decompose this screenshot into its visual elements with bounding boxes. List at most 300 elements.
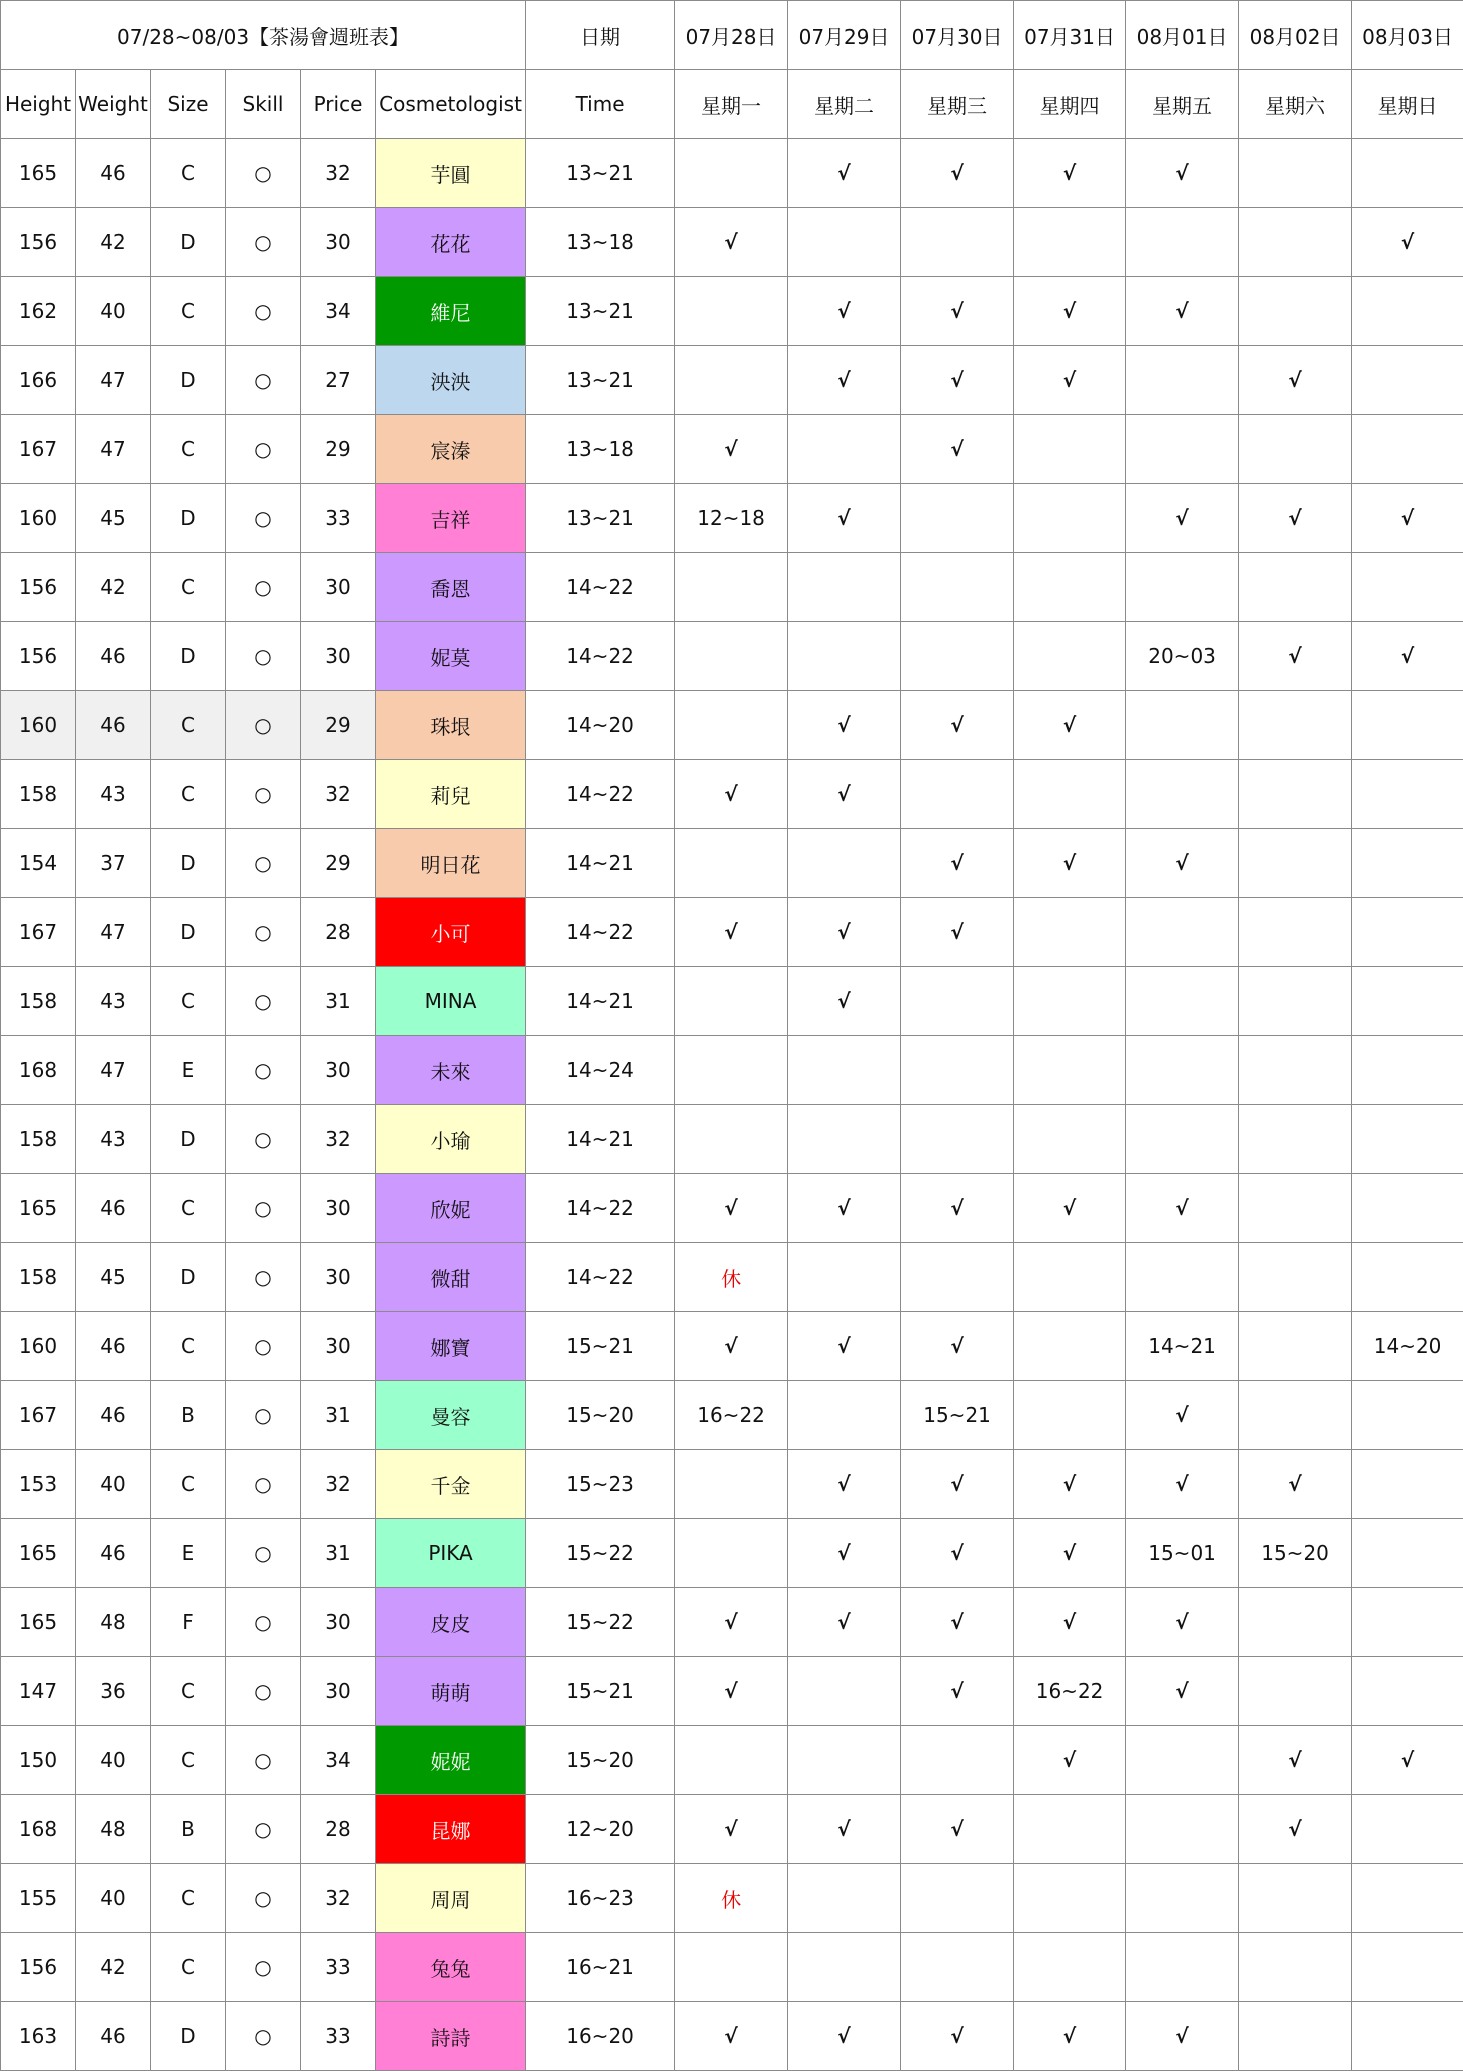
table-row	[1, 898, 1463, 967]
table-row	[1, 139, 1463, 208]
day-cell: √	[901, 829, 1014, 898]
shift-time-cell: 15~22	[526, 1519, 675, 1588]
day-cell: √	[901, 346, 1014, 415]
day-cell: √	[901, 139, 1014, 208]
cosmetologist-name: 曼容	[376, 1381, 526, 1450]
shift-time-cell: 14~22	[526, 1174, 675, 1243]
skill-cell: ○	[226, 346, 301, 415]
day-cell	[1014, 1243, 1126, 1312]
day-cell	[1352, 1036, 1463, 1105]
skill-cell: ○	[226, 898, 301, 967]
height-cell: 156	[1, 622, 76, 691]
shift-time-cell: 14~22	[526, 898, 675, 967]
price-cell: 31	[301, 967, 376, 1036]
shift-time-cell: 14~22	[526, 1243, 675, 1312]
weight-cell: 48	[76, 1588, 151, 1657]
day-cell	[675, 691, 788, 760]
day-cell: √	[1239, 1795, 1352, 1864]
height-header: Height	[1, 70, 76, 139]
shift-time-cell: 13~18	[526, 208, 675, 277]
shift-time-cell: 14~21	[526, 829, 675, 898]
day-cell: √	[675, 1312, 788, 1381]
day-cell	[788, 1726, 901, 1795]
date-header: 08月01日	[1126, 1, 1239, 70]
shift-time-cell: 15~23	[526, 1450, 675, 1519]
size-cell: D	[151, 898, 226, 967]
day-cell: √	[675, 415, 788, 484]
price-cell: 30	[301, 1588, 376, 1657]
size-cell: C	[151, 1726, 226, 1795]
table-row	[1, 2002, 1463, 2071]
weight-cell: 46	[76, 691, 151, 760]
day-cell	[1239, 1588, 1352, 1657]
day-cell: 16~22	[675, 1381, 788, 1450]
day-cell: 20~03	[1126, 622, 1239, 691]
cosmetologist-name: 吉祥	[376, 484, 526, 553]
table-row	[1, 1726, 1463, 1795]
size-cell: D	[151, 829, 226, 898]
weight-cell: 40	[76, 277, 151, 346]
skill-cell: ○	[226, 1381, 301, 1450]
day-cell	[1126, 1795, 1239, 1864]
weight-cell: 47	[76, 346, 151, 415]
day-cell	[1239, 1243, 1352, 1312]
table-row	[1, 553, 1463, 622]
price-cell: 30	[301, 1243, 376, 1312]
price-cell: 29	[301, 829, 376, 898]
day-cell: 15~20	[1239, 1519, 1352, 1588]
size-cell: D	[151, 1243, 226, 1312]
skill-cell: ○	[226, 1726, 301, 1795]
table-row	[1, 967, 1463, 1036]
price-cell: 34	[301, 1726, 376, 1795]
height-cell: 168	[1, 1036, 76, 1105]
size-cell: D	[151, 484, 226, 553]
day-cell	[788, 1657, 901, 1726]
day-cell	[1239, 1864, 1352, 1933]
day-cell: √	[788, 967, 901, 1036]
cosmetologist-name: 微甜	[376, 1243, 526, 1312]
price-cell: 32	[301, 1864, 376, 1933]
price-cell: 31	[301, 1381, 376, 1450]
day-cell	[1352, 1450, 1463, 1519]
price-cell: 32	[301, 1105, 376, 1174]
day-cell	[788, 1036, 901, 1105]
skill-cell: ○	[226, 2002, 301, 2071]
table-row	[1, 1588, 1463, 1657]
day-cell	[1239, 1312, 1352, 1381]
weight-cell: 46	[76, 622, 151, 691]
day-cell	[1352, 1105, 1463, 1174]
day-cell: √	[1126, 277, 1239, 346]
table-row	[1, 622, 1463, 691]
day-cell	[1239, 208, 1352, 277]
day-cell	[1239, 1036, 1352, 1105]
day-cell	[1239, 898, 1352, 967]
height-cell: 154	[1, 829, 76, 898]
day-cell: √	[1126, 1381, 1239, 1450]
cosmetologist-name: 珠垠	[376, 691, 526, 760]
day-cell: 休	[675, 1864, 788, 1933]
skill-cell: ○	[226, 1933, 301, 2002]
day-cell	[1014, 484, 1126, 553]
day-cell: √	[1014, 691, 1126, 760]
day-cell: √	[1014, 829, 1126, 898]
day-cell	[675, 277, 788, 346]
cosmetologist-name: 昆娜	[376, 1795, 526, 1864]
skill-cell: ○	[226, 1864, 301, 1933]
day-cell: √	[1126, 484, 1239, 553]
day-cell	[788, 553, 901, 622]
skill-cell: ○	[226, 1036, 301, 1105]
cosmetologist-name: 娜寶	[376, 1312, 526, 1381]
day-cell	[1126, 1243, 1239, 1312]
weight-cell: 42	[76, 1933, 151, 2002]
weight-cell: 42	[76, 553, 151, 622]
price-cell: 27	[301, 346, 376, 415]
day-cell	[1352, 2002, 1463, 2071]
size-cell: C	[151, 1933, 226, 2002]
height-cell: 160	[1, 691, 76, 760]
weekday-header: 星期六	[1239, 70, 1352, 139]
day-cell	[1352, 691, 1463, 760]
weight-cell: 46	[76, 2002, 151, 2071]
skill-cell: ○	[226, 139, 301, 208]
day-cell	[675, 1519, 788, 1588]
table-row	[1, 1381, 1463, 1450]
day-cell: √	[788, 277, 901, 346]
cosmetologist-name: 皮皮	[376, 1588, 526, 1657]
day-cell	[1126, 415, 1239, 484]
day-cell	[1352, 1795, 1463, 1864]
day-cell: √	[675, 1657, 788, 1726]
shift-time-cell: 16~23	[526, 1864, 675, 1933]
day-cell	[788, 1381, 901, 1450]
day-cell: √	[901, 1174, 1014, 1243]
day-cell: √	[1014, 139, 1126, 208]
day-cell	[1126, 898, 1239, 967]
skill-cell: ○	[226, 1174, 301, 1243]
day-cell: √	[901, 2002, 1014, 2071]
day-cell	[1239, 967, 1352, 1036]
day-cell: √	[788, 1588, 901, 1657]
day-cell	[1014, 1036, 1126, 1105]
cosmetologist-name: 千金	[376, 1450, 526, 1519]
day-cell	[1014, 1795, 1126, 1864]
day-cell	[1014, 1381, 1126, 1450]
day-cell	[675, 1105, 788, 1174]
day-cell	[1126, 967, 1239, 1036]
shift-time-cell: 14~21	[526, 967, 675, 1036]
height-cell: 156	[1, 1933, 76, 2002]
cosmetologist-name: PIKA	[376, 1519, 526, 1588]
weekday-header: 星期日	[1352, 70, 1463, 139]
day-cell	[675, 553, 788, 622]
cosmetologist-name: 小瑜	[376, 1105, 526, 1174]
day-cell	[1239, 2002, 1352, 2071]
day-cell	[901, 1036, 1014, 1105]
day-cell: √	[788, 2002, 901, 2071]
cosmetologist-name: 兔兔	[376, 1933, 526, 2002]
day-cell	[1352, 1588, 1463, 1657]
date-header: 07月28日	[675, 1, 788, 70]
table-row	[1, 346, 1463, 415]
day-cell: √	[1352, 622, 1463, 691]
day-cell: √	[901, 898, 1014, 967]
height-cell: 153	[1, 1450, 76, 1519]
day-cell	[901, 1933, 1014, 2002]
date-header: 07月29日	[788, 1, 901, 70]
weekday-header: 星期四	[1014, 70, 1126, 139]
height-cell: 156	[1, 553, 76, 622]
cosmetologist-name: 泱泱	[376, 346, 526, 415]
day-cell	[1239, 1933, 1352, 2002]
day-cell	[675, 622, 788, 691]
day-cell	[901, 760, 1014, 829]
table-row	[1, 1312, 1463, 1381]
weekday-header: 星期一	[675, 70, 788, 139]
weight-cell: 40	[76, 1450, 151, 1519]
day-cell: √	[1014, 277, 1126, 346]
shift-time-cell: 14~22	[526, 760, 675, 829]
day-cell: √	[675, 1588, 788, 1657]
shift-time-cell: 13~21	[526, 484, 675, 553]
day-cell	[1014, 622, 1126, 691]
height-cell: 165	[1, 1174, 76, 1243]
height-cell: 165	[1, 139, 76, 208]
height-cell: 147	[1, 1657, 76, 1726]
table-row	[1, 1933, 1463, 2002]
price-cell: 32	[301, 1450, 376, 1519]
day-cell: √	[1014, 1588, 1126, 1657]
cosmetologist-header: Cosmetologist	[376, 70, 526, 139]
day-cell: √	[1239, 346, 1352, 415]
day-cell: √	[788, 1795, 901, 1864]
size-cell: D	[151, 622, 226, 691]
day-cell	[1014, 967, 1126, 1036]
day-cell: √	[901, 691, 1014, 760]
size-cell: B	[151, 1795, 226, 1864]
day-cell: √	[788, 760, 901, 829]
skill-cell: ○	[226, 1312, 301, 1381]
weight-cell: 47	[76, 1036, 151, 1105]
day-cell: √	[1352, 1726, 1463, 1795]
day-cell	[1126, 691, 1239, 760]
skill-cell: ○	[226, 277, 301, 346]
day-cell: √	[901, 1519, 1014, 1588]
table-row	[1, 1243, 1463, 1312]
day-cell	[901, 1726, 1014, 1795]
weight-header: Weight	[76, 70, 151, 139]
weight-cell: 47	[76, 898, 151, 967]
shift-time-cell: 15~20	[526, 1726, 675, 1795]
weight-cell: 43	[76, 1105, 151, 1174]
day-cell: √	[1014, 346, 1126, 415]
skill-cell: ○	[226, 829, 301, 898]
day-cell: √	[675, 898, 788, 967]
price-cell: 34	[301, 277, 376, 346]
day-cell: √	[1126, 1450, 1239, 1519]
day-cell	[1014, 208, 1126, 277]
price-cell: 31	[301, 1519, 376, 1588]
weight-cell: 45	[76, 484, 151, 553]
day-cell: 15~01	[1126, 1519, 1239, 1588]
price-cell: 28	[301, 1795, 376, 1864]
day-cell: 16~22	[1014, 1657, 1126, 1726]
day-cell	[788, 415, 901, 484]
day-cell: √	[788, 691, 901, 760]
day-cell	[901, 208, 1014, 277]
size-header: Size	[151, 70, 226, 139]
day-cell	[1014, 1312, 1126, 1381]
day-cell	[1352, 967, 1463, 1036]
cosmetologist-name: 明日花	[376, 829, 526, 898]
price-cell: 30	[301, 1657, 376, 1726]
day-cell: √	[1126, 829, 1239, 898]
weight-cell: 40	[76, 1726, 151, 1795]
weekday-header: 星期三	[901, 70, 1014, 139]
table-row	[1, 1795, 1463, 1864]
cosmetologist-name: 莉兒	[376, 760, 526, 829]
day-cell: √	[1126, 1174, 1239, 1243]
price-cell: 33	[301, 1933, 376, 2002]
size-cell: C	[151, 1864, 226, 1933]
skill-cell: ○	[226, 1588, 301, 1657]
day-cell: √	[1014, 1450, 1126, 1519]
day-cell	[675, 139, 788, 208]
cosmetologist-name: 詩詩	[376, 2002, 526, 2071]
cosmetologist-name: 妮妮	[376, 1726, 526, 1795]
price-cell: 28	[301, 898, 376, 967]
table-row	[1, 277, 1463, 346]
skill-header: Skill	[226, 70, 301, 139]
price-cell: 29	[301, 691, 376, 760]
weekday-header: 星期五	[1126, 70, 1239, 139]
size-cell: C	[151, 1450, 226, 1519]
day-cell: √	[788, 1519, 901, 1588]
day-cell	[788, 622, 901, 691]
size-cell: C	[151, 691, 226, 760]
day-cell	[1352, 1657, 1463, 1726]
weight-cell: 42	[76, 208, 151, 277]
shift-time-cell: 12~20	[526, 1795, 675, 1864]
day-cell	[1126, 553, 1239, 622]
table-row	[1, 484, 1463, 553]
day-cell	[1239, 553, 1352, 622]
height-cell: 168	[1, 1795, 76, 1864]
cosmetologist-name: 小可	[376, 898, 526, 967]
day-cell	[675, 1450, 788, 1519]
date-header: 07月31日	[1014, 1, 1126, 70]
day-cell: √	[675, 1174, 788, 1243]
day-cell	[1352, 1243, 1463, 1312]
height-cell: 158	[1, 967, 76, 1036]
day-cell: √	[675, 760, 788, 829]
price-cell: 30	[301, 1036, 376, 1105]
skill-cell: ○	[226, 622, 301, 691]
day-cell: √	[788, 484, 901, 553]
day-cell	[1352, 553, 1463, 622]
price-cell: 33	[301, 484, 376, 553]
day-cell	[1239, 277, 1352, 346]
day-cell: 14~21	[1126, 1312, 1239, 1381]
cosmetologist-name: 未來	[376, 1036, 526, 1105]
size-cell: D	[151, 208, 226, 277]
price-cell: 29	[301, 415, 376, 484]
shift-time-cell: 13~21	[526, 346, 675, 415]
height-cell: 158	[1, 1105, 76, 1174]
shift-time-cell: 16~21	[526, 1933, 675, 2002]
size-cell: C	[151, 415, 226, 484]
day-cell: √	[1239, 1726, 1352, 1795]
day-cell	[1239, 760, 1352, 829]
skill-cell: ○	[226, 484, 301, 553]
price-cell: 32	[301, 139, 376, 208]
skill-cell: ○	[226, 1657, 301, 1726]
weight-cell: 40	[76, 1864, 151, 1933]
shift-time-cell: 15~21	[526, 1312, 675, 1381]
day-cell	[1126, 1933, 1239, 2002]
weight-cell: 37	[76, 829, 151, 898]
size-cell: C	[151, 277, 226, 346]
day-cell: √	[901, 1450, 1014, 1519]
day-cell	[1352, 1381, 1463, 1450]
column-header-row	[1, 70, 1463, 139]
day-cell	[1239, 1381, 1352, 1450]
height-cell: 155	[1, 1864, 76, 1933]
day-cell	[1239, 1174, 1352, 1243]
weight-cell: 43	[76, 967, 151, 1036]
shift-time-cell: 15~22	[526, 1588, 675, 1657]
day-cell: √	[1014, 2002, 1126, 2071]
day-cell	[1352, 1864, 1463, 1933]
day-cell	[1352, 1933, 1463, 2002]
day-cell	[788, 1864, 901, 1933]
day-cell	[1014, 898, 1126, 967]
shift-time-cell: 16~20	[526, 2002, 675, 2071]
day-cell	[1352, 829, 1463, 898]
size-cell: F	[151, 1588, 226, 1657]
day-cell	[901, 1105, 1014, 1174]
skill-cell: ○	[226, 1519, 301, 1588]
day-cell	[1352, 415, 1463, 484]
table-row	[1, 208, 1463, 277]
day-cell	[1126, 1726, 1239, 1795]
shift-time-cell: 14~20	[526, 691, 675, 760]
day-cell: √	[901, 415, 1014, 484]
size-cell: C	[151, 1312, 226, 1381]
day-cell	[1126, 1864, 1239, 1933]
height-cell: 165	[1, 1519, 76, 1588]
skill-cell: ○	[226, 1243, 301, 1312]
day-cell	[675, 346, 788, 415]
shift-time-cell: 14~22	[526, 622, 675, 691]
height-cell: 160	[1, 484, 76, 553]
size-cell: C	[151, 1174, 226, 1243]
day-cell: √	[1126, 139, 1239, 208]
day-cell: √	[788, 1312, 901, 1381]
price-cell: 30	[301, 622, 376, 691]
day-cell	[1014, 760, 1126, 829]
day-cell	[1352, 898, 1463, 967]
date-header: 07月30日	[901, 1, 1014, 70]
shift-time-cell: 13~21	[526, 277, 675, 346]
cosmetologist-name: 欣妮	[376, 1174, 526, 1243]
price-cell: 30	[301, 1312, 376, 1381]
day-cell: √	[1239, 622, 1352, 691]
day-cell	[901, 484, 1014, 553]
table-row	[1, 1036, 1463, 1105]
